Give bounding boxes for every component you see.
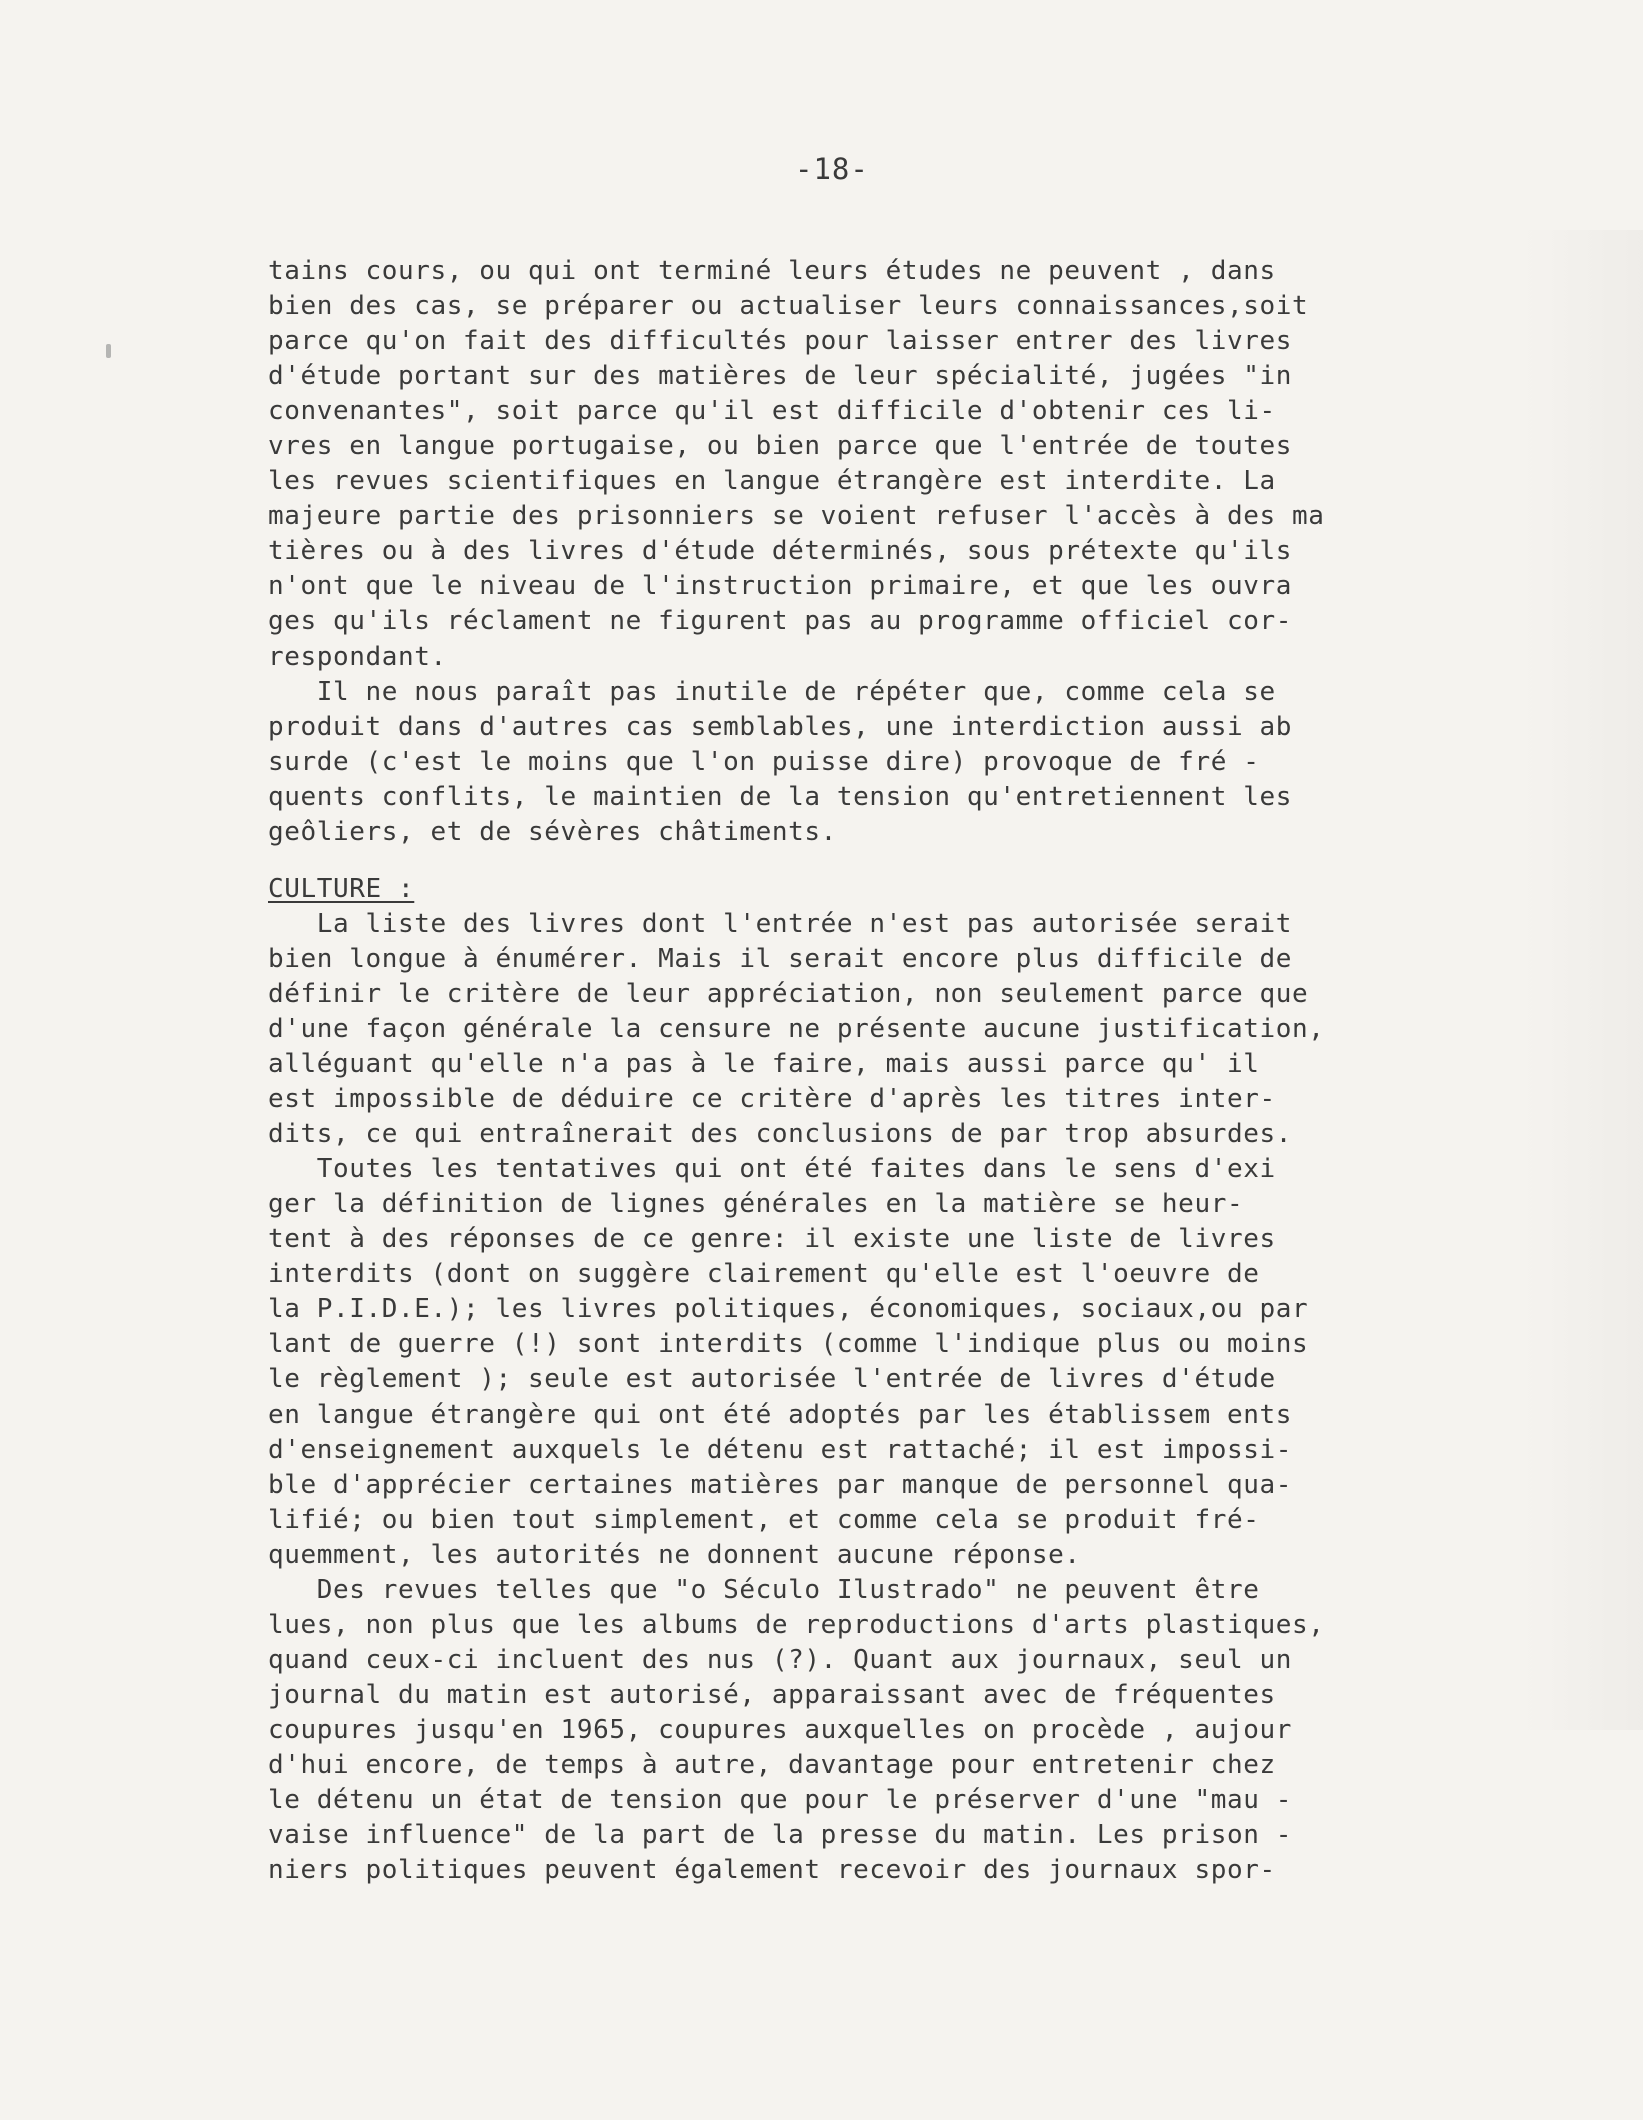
text-line: lues, non plus que les albums de reproductions d'arts plastiques,: [268, 1609, 1325, 1640]
text-line: d'une façon générale la censure ne présente aucune justification,: [268, 1013, 1325, 1044]
text-line: quents conflits, le maintien de la tension qu'entretiennent les: [268, 781, 1292, 812]
margin-smudge: [106, 344, 111, 358]
text-line: La liste des livres dont l'entrée n'est pas autorisée serait: [268, 908, 1292, 939]
paragraph-3: [268, 907, 1568, 1152]
text-line: est impossible de déduire ce critère d'après les titres inter-: [268, 1084, 1276, 1115]
text-line: respondant.: [268, 641, 447, 672]
text-line: quemment, les autorités ne donnent aucune réponse.: [268, 1539, 1081, 1570]
text-line: alléguant qu'elle n'a pas à le faire, mais aussi parce qu' il: [268, 1049, 1260, 1080]
body-text: [268, 254, 1568, 1888]
text-line: quand ceux-ci incluent des nus (?). Quant aux journaux, seul un: [268, 1644, 1292, 1675]
text-line: d'enseignement auxquels le détenu est rattaché; il est impossi-: [268, 1434, 1292, 1465]
text-line: parce qu'on fait des difficultés pour laisser entrer des livres: [268, 326, 1292, 357]
text-line: lifié; ou bien tout simplement, et comme cela se produit fré-: [268, 1504, 1260, 1535]
text-line: vres en langue portugaise, ou bien parce que l'entrée de toutes: [268, 431, 1292, 462]
text-line: convenantes", soit parce qu'il est difficile d'obtenir ces li-: [268, 396, 1276, 427]
text-line: la P.I.D.E.); les livres politiques, économiques, sociaux,ou par: [268, 1294, 1309, 1325]
text-line: ger la définition de lignes générales en la matière se heur-: [268, 1189, 1244, 1220]
text-line: Des revues telles que "o Século Ilustrado" ne peuvent être: [268, 1574, 1260, 1605]
text-line: geôliers, et de sévères châtiments.: [268, 816, 837, 847]
text-line: interdits (dont on suggère clairement qu'elle est l'oeuvre de: [268, 1259, 1260, 1290]
text-line: le règlement ); seule est autorisée l'entrée de livres d'étude: [268, 1364, 1276, 1395]
text-line: majeure partie des prisonniers se voient refuser l'accès à des ma: [268, 501, 1325, 532]
section-heading-line: [268, 872, 1568, 907]
paragraph-1: [268, 254, 1568, 675]
paragraph-5: [268, 1573, 1568, 1888]
text-line: niers politiques peuvent également recevoir des journaux spor-: [268, 1855, 1276, 1886]
text-line: journal du matin est autorisé, apparaissant avec de fréquentes: [268, 1679, 1276, 1710]
text-line: définir le critère de leur appréciation, non seulement parce que: [268, 978, 1309, 1009]
paragraph-2: [268, 675, 1568, 850]
text-line: bien longue à énumérer. Mais il serait encore plus difficile de: [268, 943, 1292, 974]
paragraph-4: [268, 1152, 1568, 1573]
text-line: Il ne nous paraît pas inutile de répéter que, comme cela se: [268, 676, 1276, 707]
text-line: les revues scientifiques en langue étrangère est interdite. La: [268, 466, 1276, 497]
text-line: tains cours, ou qui ont terminé leurs études ne peuvent , dans: [268, 256, 1276, 286]
text-line: ges qu'ils réclament ne figurent pas au programme officiel cor-: [268, 606, 1292, 637]
text-line: surde (c'est le moins que l'on puisse dire) provoque de fré -: [268, 746, 1260, 777]
text-line: vaise influence" de la part de la presse du matin. Les prison -: [268, 1820, 1292, 1851]
text-line: dits, ce qui entraînerait des conclusions de par trop absurdes.: [268, 1119, 1292, 1150]
text-line: tières ou à des livres d'étude déterminés, sous prétexte qu'ils: [268, 536, 1292, 567]
text-line: le détenu un état de tension que pour le préserver d'une "mau -: [268, 1785, 1292, 1816]
text-line: tent à des réponses de ce genre: il existe une liste de livres: [268, 1224, 1276, 1255]
text-line: lant de guerre (!) sont interdits (comme l'indique plus ou moins: [268, 1329, 1309, 1360]
text-line: coupures jusqu'en 1965, coupures auxquelles on procède , aujour: [268, 1714, 1292, 1745]
text-line: d'étude portant sur des matières de leur spécialité, jugées "in: [268, 361, 1292, 392]
page-number: -18-: [795, 152, 869, 186]
text-line: en langue étrangère qui ont été adoptés par les établissem ents: [268, 1399, 1292, 1430]
text-line: bien des cas, se préparer ou actualiser leurs connaissances,soit: [268, 291, 1309, 322]
text-line: d'hui encore, de temps à autre, davantage pour entretenir chez: [268, 1749, 1276, 1780]
section-heading: CULTURE :: [268, 873, 415, 904]
text-line: n'ont que le niveau de l'instruction primaire, et que les ouvra: [268, 571, 1292, 602]
text-line: ble d'apprécier certaines matières par manque de personnel qua-: [268, 1469, 1292, 1500]
text-line: Toutes les tentatives qui ont été faites dans le sens d'exi: [268, 1154, 1276, 1185]
text-line: produit dans d'autres cas semblables, une interdiction aussi ab: [268, 711, 1292, 742]
